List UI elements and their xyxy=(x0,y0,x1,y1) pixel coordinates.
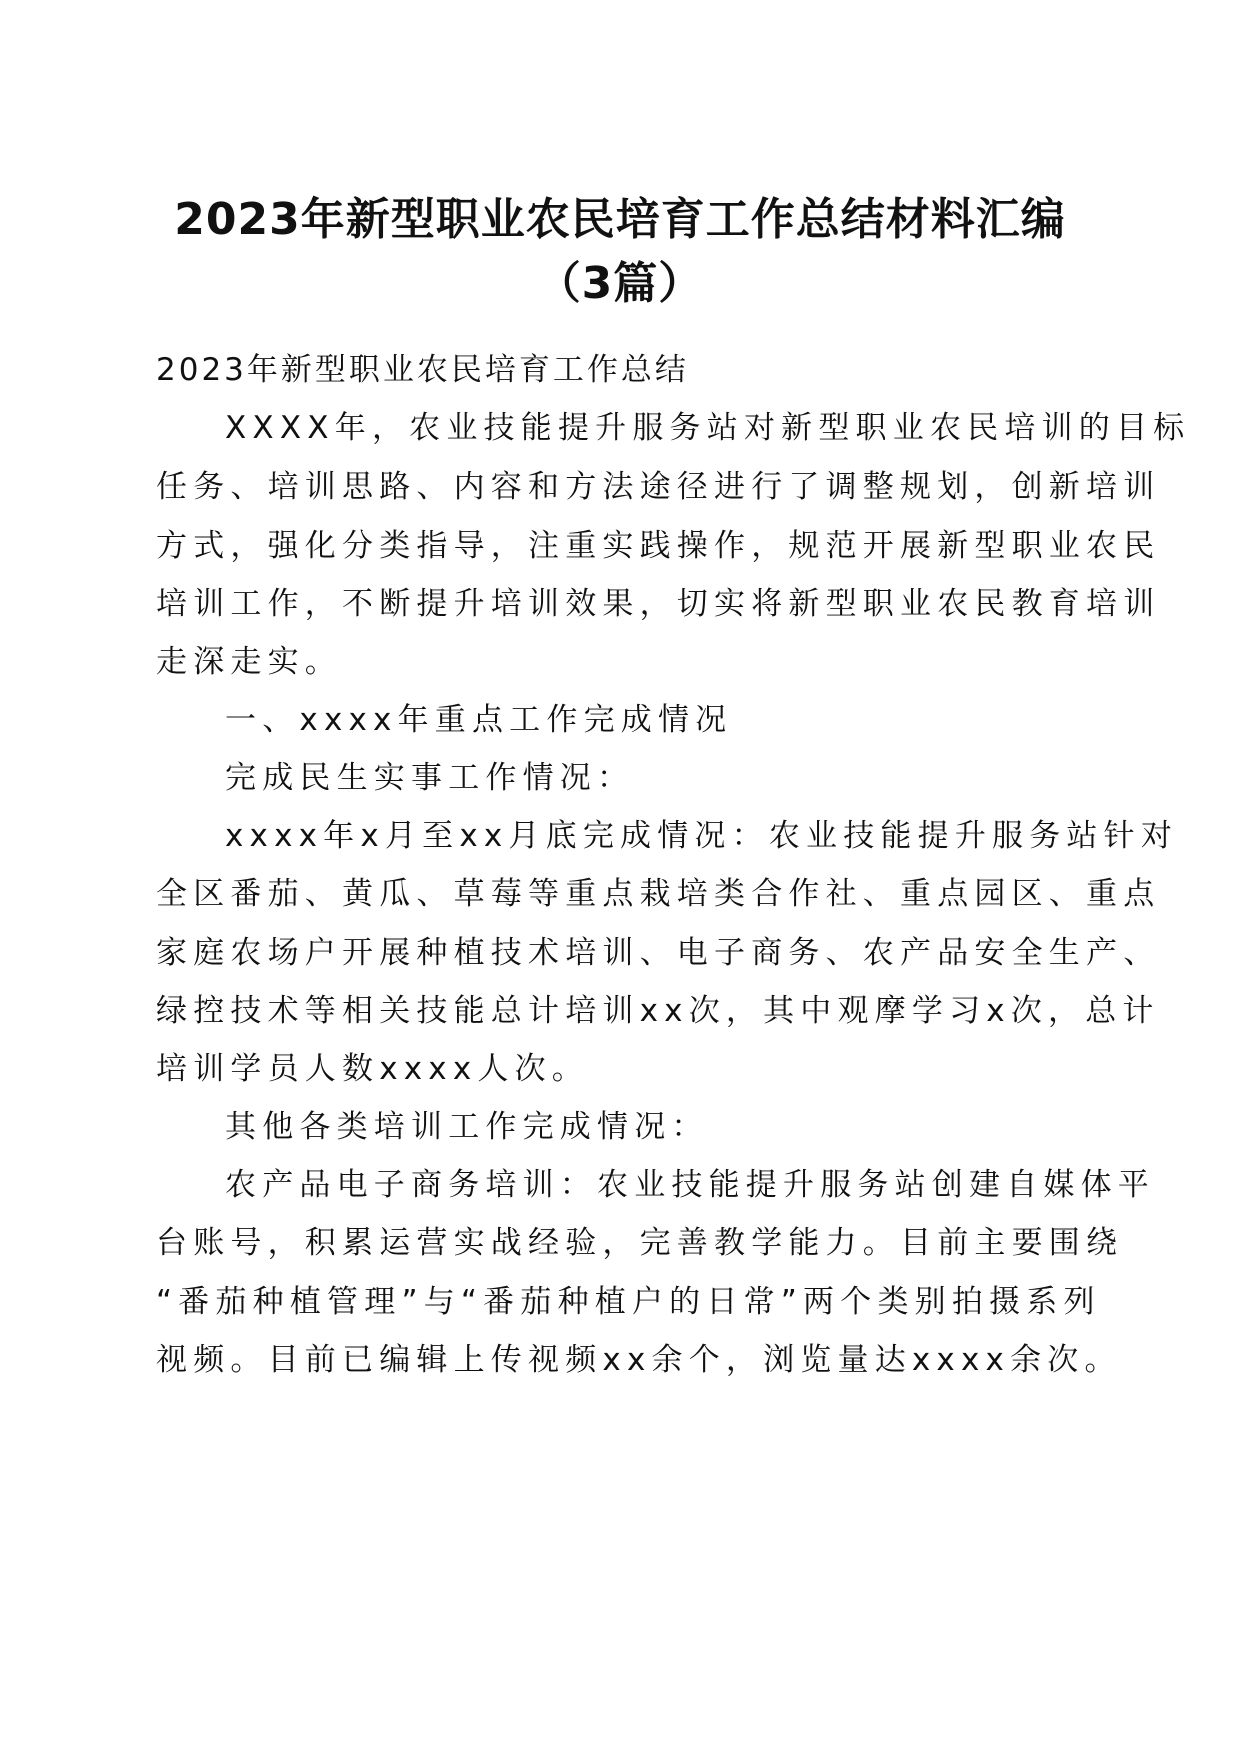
paragraph-3-line-1: 农产品电子商务培训：农业技能提升服务站创建自媒体平 xyxy=(225,1167,1155,1203)
paragraph-1-line-4: 培训工作，不断提升培训效果，切实将新型职业农民教育培训 xyxy=(156,586,1161,622)
paragraph-1-line-1: XXXX年，农业技能提升服务站对新型职业农民培训的目标 xyxy=(225,410,1191,446)
document-title-line-2: （3篇） xyxy=(536,258,704,309)
paragraph-2-line-1: xxxx年x月至xx月底完成情况：农业技能提升服务站针对 xyxy=(225,818,1179,854)
paragraph-3-line-2: 台账号，积累运营实战经验，完善教学能力。目前主要围绕 xyxy=(156,1225,1124,1261)
paragraph-1-line-3: 方式，强化分类指导，注重实践操作，规范开展新型职业农民 xyxy=(156,528,1161,564)
paragraph-1-line-5: 走深走实。 xyxy=(156,644,342,680)
section-heading-1: 一、xxxx年重点工作完成情况 xyxy=(225,702,733,738)
paragraph-1-line-2: 任务、培训思路、内容和方法途径进行了调整规划，创新培训 xyxy=(156,469,1161,505)
section-heading-3: 其他各类培训工作完成情况： xyxy=(225,1109,709,1145)
document-subtitle: 2023年新型职业农民培育工作总结 xyxy=(156,352,689,388)
paragraph-3-line-4: 视频。目前已编辑上传视频xx余个，浏览量达xxxx余次。 xyxy=(156,1342,1122,1378)
paragraph-2-line-2: 全区番茄、黄瓜、草莓等重点栽培类合作社、重点园区、重点 xyxy=(156,876,1161,912)
paragraph-2-line-4: 绿控技术等相关技能总计培训xx次，其中观摩学习x次，总计 xyxy=(156,993,1160,1029)
document-title-line-1: 2023年新型职业农民培育工作总结材料汇编 xyxy=(174,194,1066,245)
paragraph-2-line-3: 家庭农场户开展种植技术培训、电子商务、农产品安全生产、 xyxy=(156,935,1161,971)
paragraph-3-line-3: “番茄种植管理”与“番茄种植户的日常”两个类别拍摄系列 xyxy=(156,1284,1101,1320)
paragraph-2-line-5: 培训学员人数xxxx人次。 xyxy=(156,1051,589,1087)
section-heading-2: 完成民生实事工作情况： xyxy=(225,760,635,796)
